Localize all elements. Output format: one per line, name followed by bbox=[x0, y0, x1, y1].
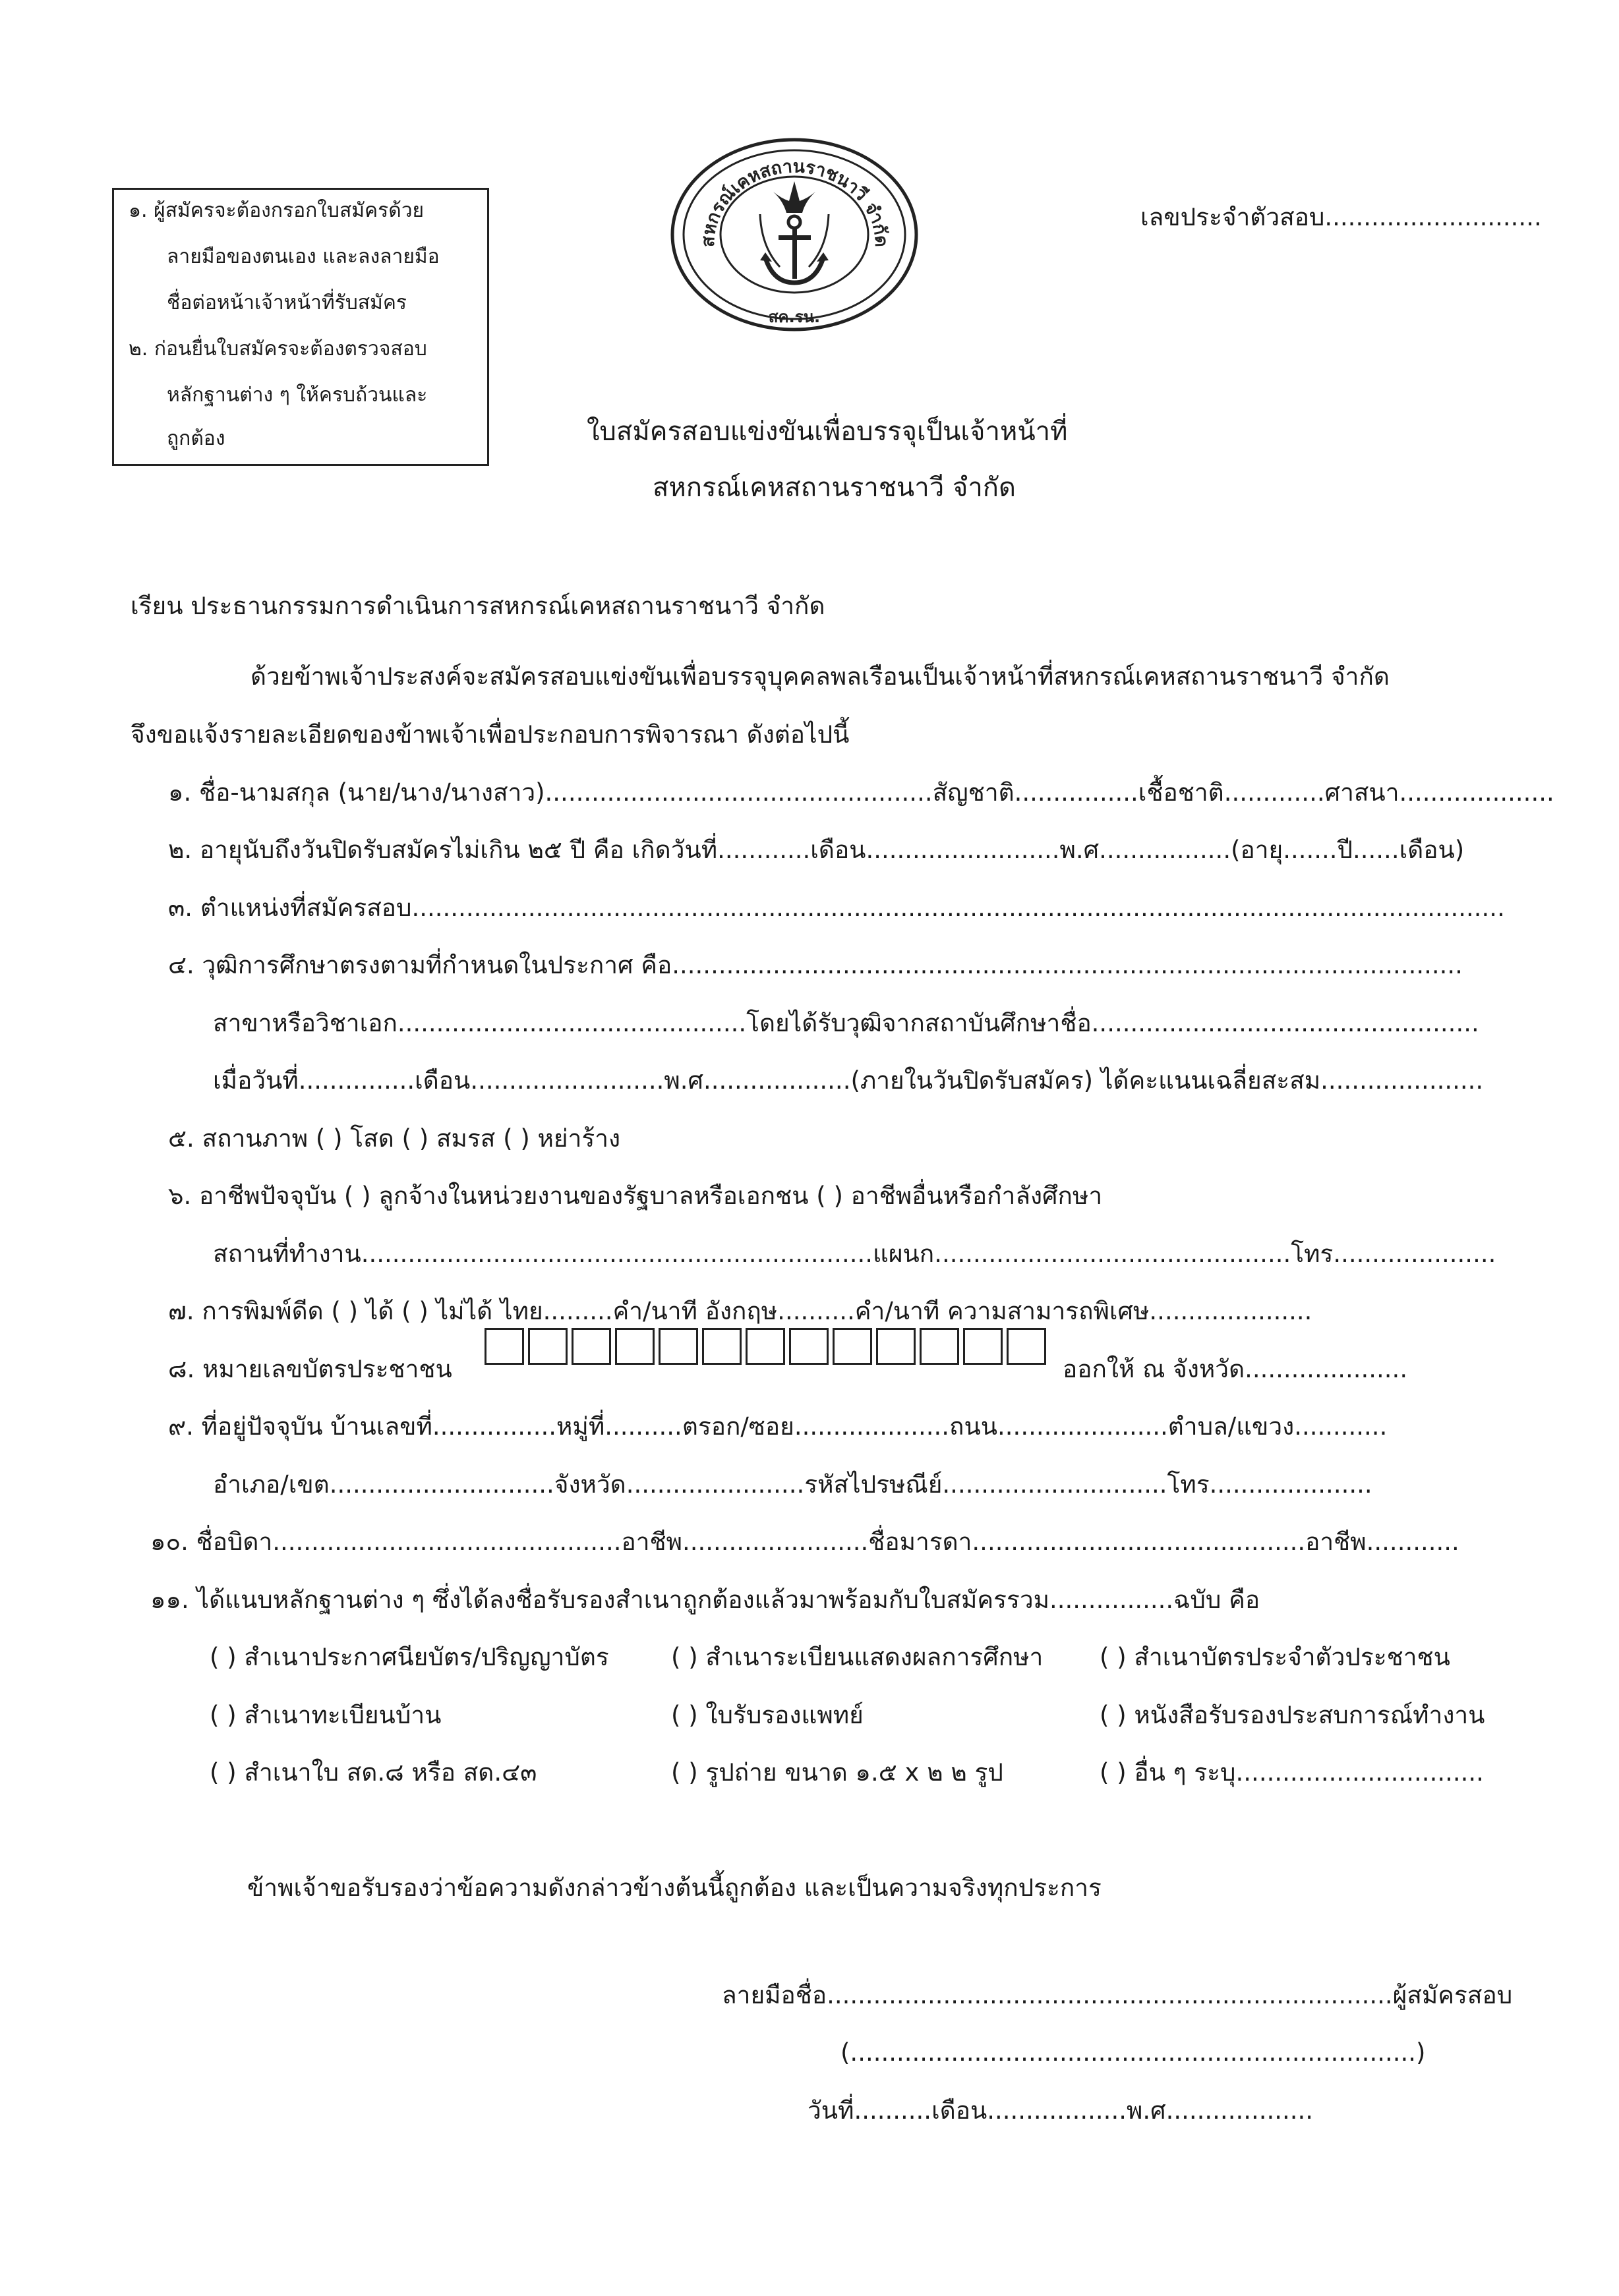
exam-id-field[interactable]: เลขประจำตัวสอบ............................ bbox=[1140, 203, 1542, 231]
id-number-boxes[interactable] bbox=[485, 1328, 1050, 1367]
id-digit-box[interactable] bbox=[789, 1328, 829, 1365]
instruction-2-line-1: ๒. ก่อนยื่นใบสมัครจะต้องตรวจสอบ bbox=[129, 337, 427, 360]
checkbox-medical-certificate[interactable]: ( ) ใบรับรองแพทย์ bbox=[671, 1701, 864, 1729]
instruction-1-line-3: ชื่อต่อหน้าเจ้าหน้าที่รับสมัคร bbox=[167, 291, 407, 314]
instruction-2-line-2: หลักฐานต่าง ๆ ให้ครบถ้วนและ bbox=[167, 384, 428, 407]
item-8-id-label: ๘. หมายเลขบัตรประชาชน bbox=[168, 1355, 452, 1383]
id-digit-box[interactable] bbox=[615, 1328, 655, 1365]
checkbox-work-experience[interactable]: ( ) หนังสือรับรองประสบการณ์ทำงาน bbox=[1100, 1701, 1485, 1729]
id-digit-box[interactable] bbox=[963, 1328, 1003, 1365]
item-9-district[interactable]: อำเภอ/เขต.............................จังหวัด.......................รหัสไปรษณีย์.............................โทร..................... bbox=[213, 1470, 1372, 1499]
checkbox-transcript[interactable]: ( ) สำเนาระเบียนแสดงผลการศึกษา bbox=[671, 1643, 1044, 1671]
instruction-1-line-1: ๑. ผู้สมัครจะต้องกรอกใบสมัครด้วย bbox=[129, 199, 425, 222]
form-subtitle: สหกรณ์เคหสถานราชนาวี จำกัด bbox=[653, 473, 1016, 503]
item-3-position[interactable]: ๓. ตำแหน่งที่สมัครสอบ............................................................................................................................................. bbox=[168, 894, 1505, 922]
checkbox-id-card-copy[interactable]: ( ) สำเนาบัตรประจำตัวประชาชน bbox=[1100, 1643, 1450, 1671]
id-digit-box[interactable] bbox=[528, 1328, 568, 1365]
item-10-parents[interactable]: ๑๐. ชื่อบิดา.............................................อาชีพ........................ชื่อมารดา...........................................อาชีพ............ bbox=[150, 1528, 1459, 1556]
id-digit-box[interactable] bbox=[572, 1328, 611, 1365]
intro-line-2: จึงขอแจ้งรายละเอียดของข้าพเจ้าเพื่อประกอบการพิจารณา ดังต่อไปนี้ bbox=[131, 720, 850, 749]
instructions-box bbox=[112, 188, 489, 466]
id-digit-box[interactable] bbox=[659, 1328, 698, 1365]
printed-name-line[interactable]: (.........................................................................) bbox=[840, 2038, 1426, 2067]
id-digit-box[interactable] bbox=[702, 1328, 742, 1365]
checkbox-photos[interactable]: ( ) รูปถ่าย ขนาด ๑.๕ x ๒ ๒ รูป bbox=[671, 1758, 1003, 1787]
form-title: ใบสมัครสอบแข่งขันเพื่อบรรจุเป็นเจ้าหน้าที่ bbox=[587, 416, 1068, 447]
item-8-province[interactable]: ออกให้ ณ จังหวัด..................... bbox=[1063, 1355, 1408, 1383]
item-6-occupation[interactable]: ๖. อาชีพปัจจุบัน ( ) ลูกจ้างในหน่วยงานของรัฐบาลหรือเอกชน ( ) อาชีพอื่นหรือกำลังศึกษา bbox=[168, 1182, 1103, 1210]
certification-statement: ข้าพเจ้าขอรับรองว่าข้อความดังกล่าวข้างต้นนี้ถูกต้อง และเป็นความจริงทุกประการ bbox=[247, 1874, 1102, 1902]
checkbox-diploma[interactable]: ( ) สำเนาประกาศนียบัตร/ปริญญาบัตร bbox=[210, 1643, 609, 1671]
id-digit-box[interactable] bbox=[485, 1328, 524, 1365]
seal-text-top: สหกรณ์เคหสถานราชนาวี จำกัด bbox=[697, 156, 892, 248]
cooperative-seal-icon bbox=[668, 135, 922, 334]
checkbox-house-registration[interactable]: ( ) สำเนาทะเบียนบ้าน bbox=[210, 1701, 442, 1729]
item-11-attachments[interactable]: ๑๑. ได้แนบหลักฐานต่าง ๆ ซึ่งได้ลงชื่อรับรองสำเนาถูกต้องแล้วมาพร้อมกับใบสมัครรวม................ฉบับ คือ bbox=[150, 1586, 1260, 1614]
instruction-1-line-2: ลายมือของตนเอง และลงลายมือ bbox=[167, 245, 440, 268]
item-4-education[interactable]: ๔. วุฒิการศึกษาตรงตามที่กำหนดในประกาศ คือ...................................................................................................... bbox=[168, 951, 1463, 979]
item-7-typing[interactable]: ๗. การพิมพ์ดีด ( ) ได้ ( ) ไม่ได้ ไทย.........คำ/นาที อังกฤษ..........คำ/นาที ความสามารถพิเศษ..................... bbox=[168, 1297, 1312, 1325]
id-digit-box[interactable] bbox=[746, 1328, 785, 1365]
seal-text-bottom: สค.รน. bbox=[768, 308, 821, 326]
checkbox-other[interactable]: ( ) อื่น ๆ ระบุ................................ bbox=[1100, 1758, 1484, 1787]
signature-line[interactable]: ลายมือชื่อ.........................................................................ผู้สมัครสอบ bbox=[722, 1981, 1513, 2009]
item-4-major[interactable]: สาขาหรือวิชาเอก.............................................โดยได้รับวุฒิจากสถาบันศึกษาชื่อ.................................................. bbox=[213, 1009, 1479, 1037]
checkbox-military-document[interactable]: ( ) สำเนาใบ สด.๘ หรือ สด.๔๓ bbox=[210, 1758, 537, 1787]
item-9-address[interactable]: ๙. ที่อยู่ปัจจุบัน บ้านเลขที่................หมู่ที่..........ตรอก/ซอย....................ถนน......................ตำบล/แขวง............ bbox=[168, 1412, 1388, 1441]
item-2-age[interactable]: ๒. อายุนับถึงวันปิดรับสมัครไม่เกิน ๒๕ ปี คือ เกิดวันที่............เดือน.........................พ.ศ.................(อายุ.......ปี......เดือน) bbox=[168, 836, 1465, 864]
id-digit-box[interactable] bbox=[1007, 1328, 1046, 1365]
item-1-name[interactable]: ๑. ชื่อ-นามสกุล (นาย/นาง/นางสาว)..................................................สัญชาติ................เชื้อชาติ.............ศาสนา.................... bbox=[168, 778, 1554, 807]
item-6-workplace[interactable]: สถานที่ทำงาน..................................................................แผนก..............................................โทร..................... bbox=[213, 1240, 1496, 1268]
id-digit-box[interactable] bbox=[920, 1328, 959, 1365]
id-digit-box[interactable] bbox=[876, 1328, 916, 1365]
item-4-date[interactable]: เมื่อวันที่...............เดือน.........................พ.ศ...................(ภายในวันปิดรับสมัคร) ได้คะแนนเฉลี่ยสะสม..................... bbox=[213, 1066, 1484, 1095]
salutation: เรียน ประธานกรรมการดำเนินการสหกรณ์เคหสถานราชนาวี จำกัด bbox=[131, 592, 825, 620]
intro-line-1: ด้วยข้าพเจ้าประสงค์จะสมัครสอบแข่งขันเพื่อบรรจุบุคคลพลเรือนเป็นเจ้าหน้าที่สหกรณ์เคหสถานราชนาวี จำกัด bbox=[250, 662, 1390, 691]
signature-date-line[interactable]: วันที่..........เดือน..................พ.ศ................... bbox=[808, 2096, 1314, 2125]
instruction-2-line-3: ถูกต้อง bbox=[167, 427, 225, 450]
id-digit-box[interactable] bbox=[833, 1328, 872, 1365]
item-5-status[interactable]: ๕. สถานภาพ ( ) โสด ( ) สมรส ( ) หย่าร้าง bbox=[168, 1124, 621, 1153]
